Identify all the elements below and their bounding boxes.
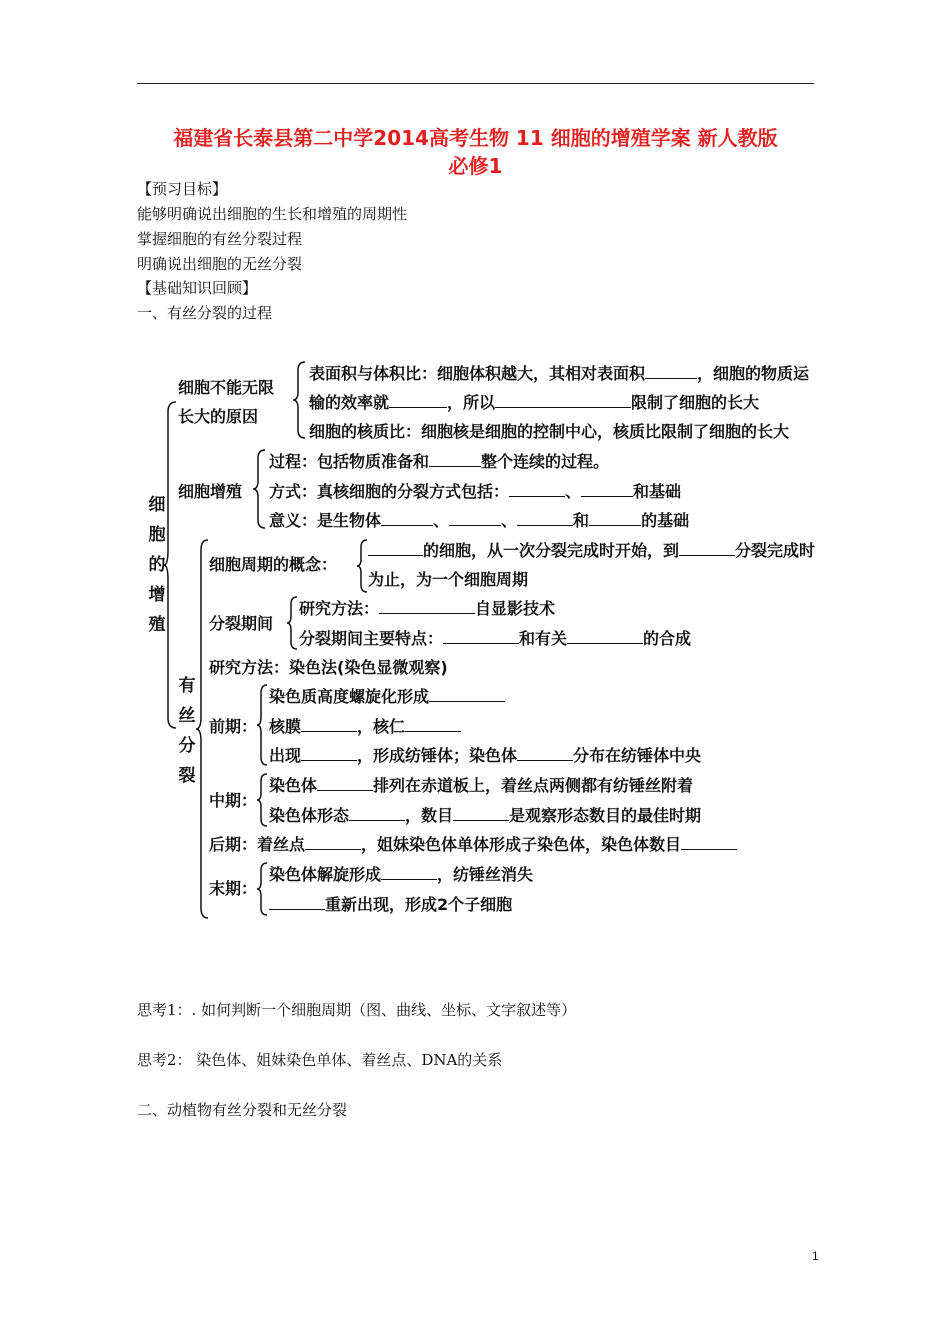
prophase-label: 前期： [209,717,258,736]
preview-item-3: 明确说出细胞的无丝分裂 [137,255,303,273]
metaphase-brace [257,772,269,828]
cycle-label: 细胞周期的概念： [209,555,338,574]
telophase-row-2: 重新出现，形成2个子细胞 [269,892,512,915]
document-title-line1: 福建省长泰县第二中学2014高考生物 11 细胞的增殖学案 新人教版 [173,126,778,150]
metaphase-label: 中期： [209,791,258,810]
prolif-row-1: 过程：包括物质准备和 整个连续的过程。 [269,452,610,471]
anaphase-row: 后期：着丝点 ，姐妹染色体单体形成子染色体，染色体数目 [209,832,737,855]
prophase-brace [257,683,269,767]
preview-item-1: 能够明确说出细胞的生长和增殖的周期性 [137,205,408,223]
prolif-row-2: 方式：真核细胞的分裂方式包括： 、 和基础 [269,482,682,501]
metaphase-row-2: 染色体形态 ，数目 是观察形态数目的最佳时期 [269,806,702,825]
interphase-row-1: 研究方法： 自显影技术 [299,599,556,618]
prophase-row-1: 染色质高度螺旋化形成 [269,684,505,707]
limit-row-3: 细胞的核质比：细胞核是细胞的控制中心，核质比限制了细胞的长大 [309,422,790,441]
document-title-line2: 必修1 [448,154,503,178]
interphase-brace [287,595,299,651]
interphase-row-2: 分裂期间主要特点： 和有关 的合成 [299,629,692,648]
section-2-heading: 二、动植物有丝分裂和无丝分裂 [137,1101,348,1119]
limit-row-1: 表面积与体积比：细胞体积越大，其相对表面积 ，细胞的物质运 [309,364,810,383]
prolif-row-3: 意义：是生物体 、 、 和 的基础 [269,511,690,530]
preview-heading: 【预习目标】 [137,180,228,198]
telophase-row-1: 染色体解旋形成 ，纺锤丝消失 [269,865,534,884]
limit-brace [293,360,307,440]
telophase-label: 末期： [209,879,258,898]
limit-label-line1: 细胞不能无限 [178,378,275,397]
metaphase-row-1: 染色体 排列在赤道板上，着丝点两侧都有纺锤丝附着 [269,776,694,795]
cycle-row-1: 的细胞，从一次分裂完成时开始，到 分裂完成时 [368,538,815,561]
prophase-row-2: 核膜 ，核仁 [269,714,461,737]
prophase-row-3: 出现 ，形成纺锤体；染色体 分布在纺锤体中央 [269,746,702,765]
telophase-brace [257,861,269,917]
think-question-2: 思考2： 染色体、姐妹染色单体、着丝点、DNA的关系 [137,1051,503,1069]
think-question-1: 思考1：. 如何判断一个细胞周期（图、曲线、坐标、文字叙述等） [137,1001,577,1019]
basics-heading: 【基础知识回顾】 [137,279,258,297]
limit-label-line2: 长大的原因 [178,407,259,426]
interphase-label: 分裂期间 [209,614,274,633]
method-line: 研究方法：染色法(染色显微观察) [209,658,448,677]
header-rule [137,83,814,84]
page-number: 1 [812,1249,819,1263]
section-1-heading: 一、有丝分裂的过程 [137,304,273,322]
mitosis-brace [196,538,210,920]
prolif-label: 细胞增殖 [178,482,243,501]
prolif-brace [253,448,267,530]
mitosis-label: 有丝分裂 [178,676,196,786]
root-label: 细胞的增殖 [148,495,166,635]
preview-item-2: 掌握细胞的有丝分裂过程 [137,230,303,248]
limit-row-2: 输的效率就 ，所以 限制了细胞的长大 [309,393,760,412]
cycle-row-2: 为止，为一个细胞周期 [368,570,529,589]
